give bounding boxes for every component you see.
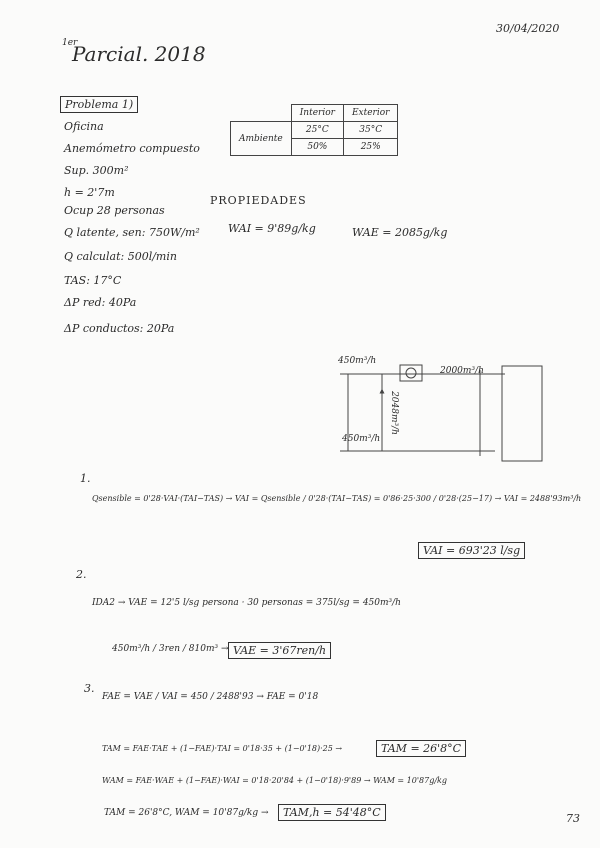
diagram-top-right-label: 2000m³/h xyxy=(440,366,484,376)
step3-number: 3. xyxy=(84,682,95,695)
given-item: ΔP conductos: 20Pa xyxy=(64,322,175,335)
step3-line2: TAM = FAE·TAE + (1−FAE)·TAI = 0'18·35 + (1−0'18)·25 → xyxy=(102,744,343,753)
given-item: Q calculat: 500l/min xyxy=(64,250,177,263)
step1-answer: VAI = 693'23 l/sg xyxy=(418,542,525,559)
step3-line1: FAE = VAE / VAI = 450 / 2488'93 → FAE = 0'18 xyxy=(102,692,319,702)
table-cell: 50% xyxy=(291,139,343,156)
date: 30/04/2020 xyxy=(496,22,560,35)
property-wae: WAE = 2085g/kg xyxy=(352,226,448,239)
given-item: TAS: 17°C xyxy=(64,274,122,287)
given-item: Oficina xyxy=(64,120,104,133)
page-title: Parcial. 2018 xyxy=(72,42,206,66)
conditions-table xyxy=(230,104,398,156)
problem-label: Problema 1) xyxy=(60,96,138,113)
given-item: Sup. 300m² xyxy=(64,164,129,177)
table-header-interior: Interior xyxy=(291,105,343,122)
given-item: ΔP red: 40Pa xyxy=(64,296,137,309)
step3-line3: WAM = FAE·WAE + (1−FAE)·WAI = 0'18·20'84 + (1−0'18)·9'89 → WAM = 10'87g/kg xyxy=(102,776,448,785)
diagram-inlet-label: 450m³/h xyxy=(338,356,377,366)
step2-line1: IDA2 → VAE = 12'5 l/sg persona · 30 personas = 375l/sg = 450m³/h xyxy=(92,598,401,608)
properties-title: PROPIEDADES xyxy=(210,194,307,207)
table-cell: 25% xyxy=(343,139,398,156)
table-corner xyxy=(231,105,292,122)
table-cell: 25°C xyxy=(291,122,343,139)
given-item: Ocup 28 personas xyxy=(64,204,165,217)
step3-answer2: TAM = 26'8°C xyxy=(376,740,466,757)
table-row-label: Ambiente xyxy=(231,122,292,156)
table-cell: 35°C xyxy=(343,122,398,139)
given-item: Q latente, sen: 750W/m² xyxy=(64,226,200,239)
step3-line4: TAM = 26'8°C, WAM = 10'87g/kg → xyxy=(104,808,269,818)
step2-line2: 450m³/h / 3ren / 810m³ → xyxy=(112,644,229,654)
step3-answer4: TAM,h = 54'48°C xyxy=(278,804,386,821)
property-wai: WAI = 9'89g/kg xyxy=(228,222,316,235)
given-item: Anemómetro compuesto xyxy=(64,142,200,155)
step1-number: 1. xyxy=(80,472,91,485)
step2-answer: VAE = 3'67ren/h xyxy=(228,642,331,659)
title-superscript: 1er xyxy=(62,38,78,48)
step2-number: 2. xyxy=(76,568,87,581)
diagram-vertical-label: 2048m³/h xyxy=(388,391,399,435)
page-number: 73 xyxy=(566,812,580,825)
step1-line1: Qsensible = 0'28·VAI·(TAI−TAS) → VAI = Qsensible / 0'28·(TAI−TAS) = 0'86·25·300 / 0'28·(25−17) → VAI = 2488'93m³/h xyxy=(92,494,582,503)
diagram-exhaust-label: 450m³/h xyxy=(342,434,381,444)
table-header-exterior: Exterior xyxy=(343,105,398,122)
given-item: h = 2'7m xyxy=(64,186,115,199)
